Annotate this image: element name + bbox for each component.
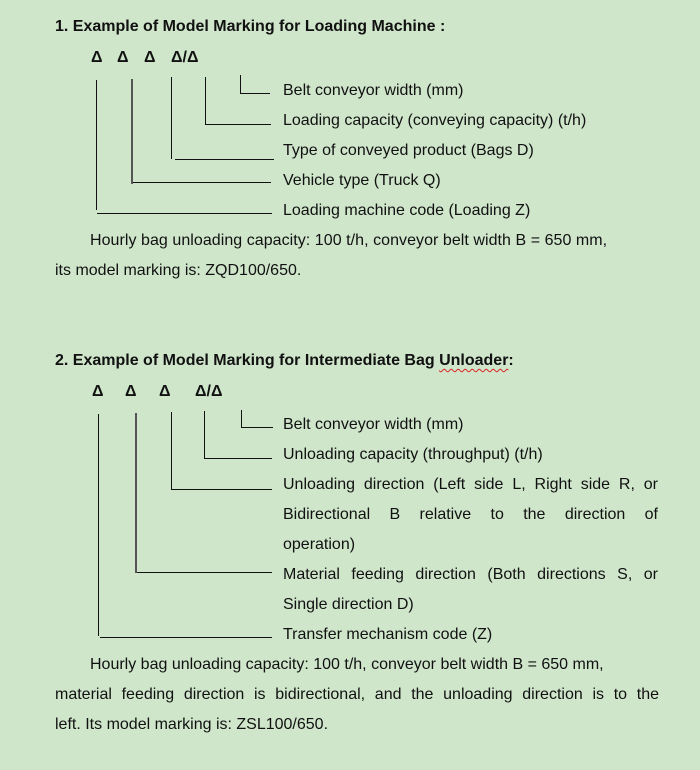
marking-symbol-2: Δ <box>125 383 137 400</box>
section1-example-line1: Hourly bag unloading capacity: 100 t/h, conveyor belt width B = 650 mm, <box>90 232 608 249</box>
label-belt-width: Belt conveyor width (mm) <box>283 416 464 433</box>
label-feeding-direction-line1: Material feeding direction (Both directions S, or <box>283 566 658 583</box>
marking-symbol-1: Δ <box>91 49 103 66</box>
connector-line <box>137 572 272 573</box>
marking-symbol-4: Δ/Δ <box>171 49 199 66</box>
section2-example-line2: material feeding direction is bidirectional, and the unloading direction is to the <box>55 686 659 703</box>
label-unloading-direction <box>283 476 658 494</box>
label-unloading-direction-line1: Unloading direction (Left side L, Right side R, or <box>283 476 658 493</box>
label-vehicle-type: Vehicle type (Truck Q) <box>283 172 441 189</box>
label-loading-capacity: Loading capacity (conveying capacity) (t/h) <box>283 112 587 129</box>
connector-line <box>175 159 274 160</box>
marking-symbol-3: Δ <box>159 383 171 400</box>
connector-line <box>240 75 241 93</box>
marking-symbol-4: Δ/Δ <box>195 383 223 400</box>
connector-line <box>241 410 242 428</box>
connector-line <box>98 414 99 636</box>
marking-symbol-2: Δ <box>117 49 129 66</box>
connector-line <box>135 413 137 573</box>
label-feeding-direction-line2: Single direction D) <box>283 596 414 613</box>
marking-symbol-3: Δ <box>144 49 156 66</box>
spellcheck-flagged-word: Unloader <box>439 352 509 369</box>
connector-line <box>96 80 97 210</box>
section2-example-line3: left. Its model marking is: ZSL100/650. <box>55 716 329 733</box>
connector-line <box>241 427 273 428</box>
label-machine-code: Loading machine code (Loading Z) <box>283 202 531 219</box>
section1-example-line2: its model marking is: ZQD100/650. <box>55 262 302 279</box>
label-unloading-direction-line2: Bidirectional B relative to the direction of <box>283 506 658 523</box>
section2-example-line2-wrap <box>55 686 659 704</box>
section2-heading-text: 2. Example of Model Marking for Intermediate Bag <box>55 352 440 369</box>
label-unloading-direction-line2-wrap <box>283 506 658 524</box>
connector-line <box>100 637 272 638</box>
connector-line <box>204 458 272 459</box>
section1-heading: 1. Example of Model Marking for Loading Machine : <box>55 18 446 35</box>
connector-line <box>240 93 270 94</box>
label-belt-width: Belt conveyor width (mm) <box>283 82 464 99</box>
connector-line <box>171 412 172 489</box>
section2-example-line1: Hourly bag unloading capacity: 100 t/h, conveyor belt width B = 650 mm, <box>90 656 604 673</box>
connector-line <box>204 411 205 459</box>
marking-symbol-1: Δ <box>92 383 104 400</box>
connector-line <box>131 79 133 184</box>
label-unloading-capacity: Unloading capacity (throughput) (t/h) <box>283 446 543 463</box>
section2-heading-colon: : <box>508 352 514 369</box>
connector-line <box>171 489 272 490</box>
label-unloading-direction-line3: operation) <box>283 536 356 553</box>
label-product-type: Type of conveyed product (Bags D) <box>283 142 534 159</box>
connector-line <box>206 124 271 125</box>
label-feeding-direction-wrap <box>283 566 658 584</box>
connector-line <box>205 77 206 125</box>
section2-heading <box>55 352 514 370</box>
connector-line <box>171 77 172 159</box>
connector-line <box>97 213 272 214</box>
label-transfer-code: Transfer mechanism code (Z) <box>283 626 493 643</box>
connector-line <box>133 182 271 183</box>
